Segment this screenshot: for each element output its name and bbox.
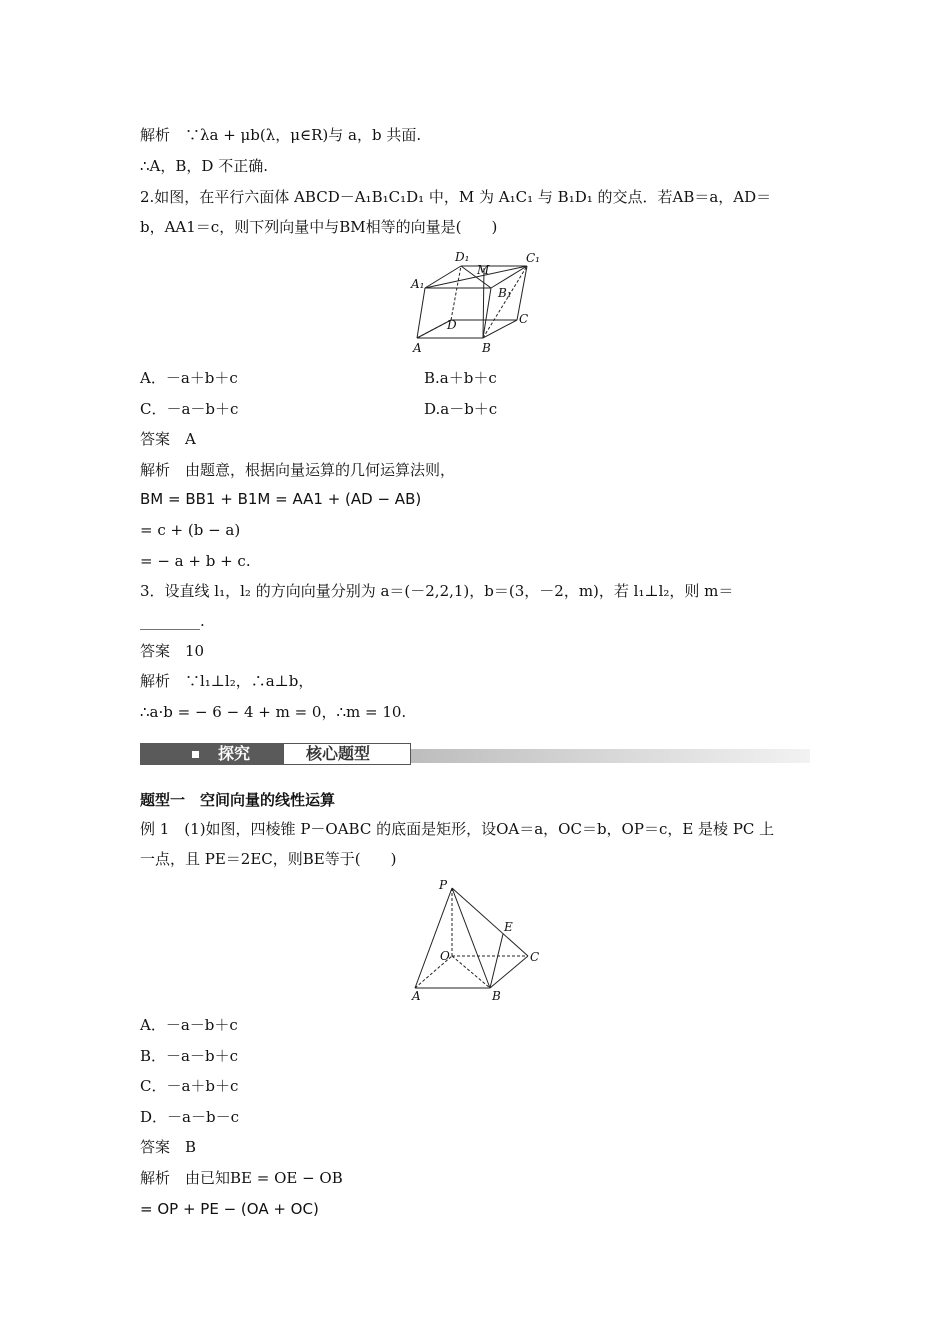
conclusion-line: ∴A，B，D 不正确. [140, 157, 268, 175]
analysis-q3-line-2: ∴a·b = − 6 − 4 + m = 0，∴m = 10. [140, 703, 407, 721]
label-m: M [477, 263, 490, 277]
option-c: C．－a－b＋c [140, 400, 239, 418]
example-option-d: D．－a－b－c [140, 1108, 239, 1126]
example-analysis-line-2: = OP + PE − (OA + OC) [140, 1200, 319, 1218]
pyramid-figure [400, 876, 550, 1006]
label-p: P [439, 878, 448, 892]
option-d: D.a－b＋c [424, 400, 498, 418]
label-c: C [519, 312, 529, 326]
example-option-a: A．－a－b＋c [140, 1016, 238, 1034]
analysis-q3-line-1: 解析 ∵l₁⊥l₂，∴a⊥b， [140, 672, 314, 690]
question-2-stem-line-1: 2.如图，在平行六面体 ABCD－A₁B₁C₁D₁ 中，M 为 A₁C₁ 与 B₁D₁ 的交点．若AB＝a，AD＝ [140, 188, 772, 206]
square-bullet-icon [192, 751, 199, 758]
label-c: C [530, 950, 540, 964]
example-1-line-2: 一点，且 PE＝2EC，则BE等于( ) [140, 850, 397, 868]
section-banner [140, 743, 810, 769]
example-option-b: B．－a－b＋c [140, 1047, 238, 1065]
example-answer: 答案 B [140, 1138, 197, 1156]
question-2-stem-line-2: b，AA1＝c，则下列向量中与BM相等的向量是( ) [140, 218, 498, 236]
label-a: A [412, 989, 421, 1003]
analysis-q2-line-1: 解析 由题意，根据向量运算的几何运算法则， [140, 461, 456, 479]
example-analysis-line-1: 解析 由已知BE = OE − OB [140, 1169, 343, 1187]
label-d: D [447, 318, 457, 332]
label-b: B [492, 989, 501, 1003]
example-option-c: C．－a＋b＋c [140, 1077, 239, 1095]
question-3-stem-line-1: 3．设直线 l₁，l₂ 的方向向量分别为 a＝(－2,2,1)，b＝(3，－2，m)，若 l₁⊥l₂，则 m＝ [140, 582, 734, 600]
analysis-q2-line-2: BM = BB1 + B1M = AA1 + (AD − AB) [140, 490, 422, 508]
question-3-stem-line-2: ________. [140, 612, 205, 630]
analysis-q2-line-4: = − a + b + c. [140, 552, 251, 570]
label-b1: B₁ [498, 286, 512, 300]
label-c1: C₁ [526, 251, 540, 265]
example-1-line-1: 例 1 (1)如图，四棱锥 P－OABC 的底面是矩形，设OA＝a，OC＝b，OP＝c，E 是棱 PC 上 [140, 820, 775, 838]
answer-q3: 答案 10 [140, 642, 205, 660]
label-a: A [413, 341, 422, 355]
label-e: E [504, 920, 513, 934]
analysis-line: 解析 ∵λa + μb(λ，μ∈R)与 a，b 共面. [140, 126, 422, 144]
answer-q2: 答案 A [140, 430, 196, 448]
banner-dark-block [140, 743, 285, 765]
label-d1: D₁ [455, 250, 470, 264]
parallelepiped-figure [405, 248, 565, 358]
label-o: O [440, 949, 450, 963]
banner-right-label: 核心题型 [306, 744, 371, 763]
section-title: 题型一 空间向量的线性运算 [140, 791, 336, 809]
label-b: B [482, 341, 491, 355]
option-b: B.a＋b＋c [424, 369, 497, 387]
banner-fade-bar [410, 749, 810, 763]
option-a: A．－a＋b＋c [140, 369, 238, 387]
banner-left-label: 探究 [218, 744, 251, 763]
label-a1: A₁ [411, 277, 425, 291]
analysis-q2-line-3: = c + (b − a) [140, 521, 241, 539]
